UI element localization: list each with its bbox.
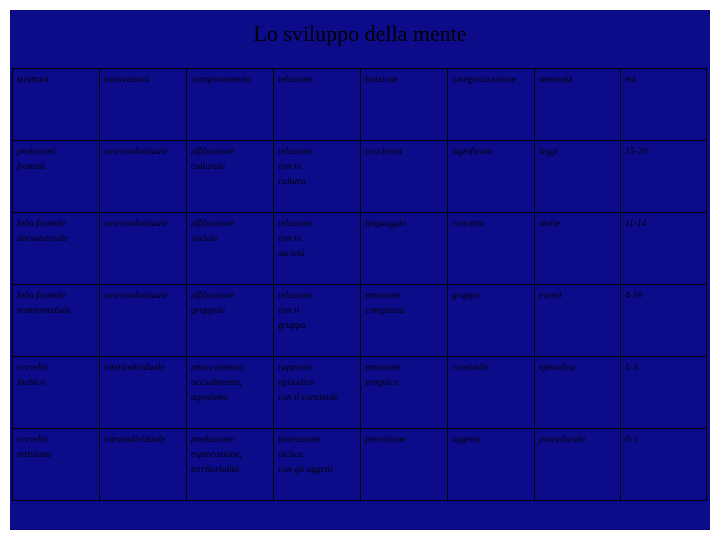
table-cell: relazione con il gruppo (274, 285, 361, 357)
table-cell: interindividuale (100, 357, 187, 429)
table-cell: procedurale (535, 429, 621, 501)
header-cell-eta: età (621, 69, 707, 141)
table-row (13, 213, 707, 285)
page-title: Lo sviluppo della mente (253, 21, 467, 46)
table-cell: proiezioni frontali (13, 141, 100, 213)
table-cell: 15-20 (621, 141, 707, 213)
table-cell: sovraindividuale (100, 213, 187, 285)
table-cell: significato (448, 141, 535, 213)
table-cell: relazione con la società (274, 213, 361, 285)
table-row (13, 429, 707, 501)
table-cell: cervello rettiliano (13, 429, 100, 501)
header-cell-funzione: funzione (361, 69, 448, 141)
table-cell: lobo frontale dorsolaterale (13, 213, 100, 285)
table-cell: affiliazione sociale (187, 213, 274, 285)
table-cell: oggetto (448, 429, 535, 501)
table-cell: rapporto episodico con il consimile (274, 357, 361, 429)
table-cell: relazione con la cultura (274, 141, 361, 213)
table-cell: sovraindividuale (100, 285, 187, 357)
table-cell: emozione complessa (361, 285, 448, 357)
table-cell: leggi (535, 141, 621, 213)
table-cell: affiliazione culturale (187, 141, 274, 213)
table-cell: eventi (535, 285, 621, 357)
header-cell-comportamento: comportamento (187, 69, 274, 141)
table-cell: lobo frontale ventromediale (13, 285, 100, 357)
table-cell: emozione semplice (361, 357, 448, 429)
table-cell: sovraindividuale (100, 141, 187, 213)
table-cell: cervello limbico (13, 357, 100, 429)
table-cell: concetto (448, 213, 535, 285)
table-cell: 11-14 (621, 213, 707, 285)
table-header-row (13, 69, 707, 141)
table-row (13, 357, 707, 429)
table-cell: consimile (448, 357, 535, 429)
table-cell: storie (535, 213, 621, 285)
header-cell-categorizzazione: categorizzazione (448, 69, 535, 141)
table-row (13, 141, 707, 213)
table-cell: affiliazione gruppale (187, 285, 274, 357)
header-cell-motivazioni: motivazioni (100, 69, 187, 141)
table-cell: linguaggio (361, 213, 448, 285)
development-table (12, 68, 707, 501)
table-cell: coscienza (361, 141, 448, 213)
table-cell: 1-3 (621, 357, 707, 429)
table-cell: 4-10 (621, 285, 707, 357)
table-cell: 0-1 (621, 429, 707, 501)
table-cell: percezione (361, 429, 448, 501)
table-cell: attaccamento; accudimento; agonismo (187, 357, 274, 429)
table-cell: interazione ciclica con gli oggetti (274, 429, 361, 501)
table-cell: intraindividuale (100, 429, 187, 501)
header-cell-memoria: memoria (535, 69, 621, 141)
table-row (13, 285, 707, 357)
header-cell-relazione: relazione (274, 69, 361, 141)
header-cell-struttura: struttura (13, 69, 100, 141)
table-cell: gruppo (448, 285, 535, 357)
table-cell: predazione; esplorazione; territorialità (187, 429, 274, 501)
table-cell: episodica (535, 357, 621, 429)
